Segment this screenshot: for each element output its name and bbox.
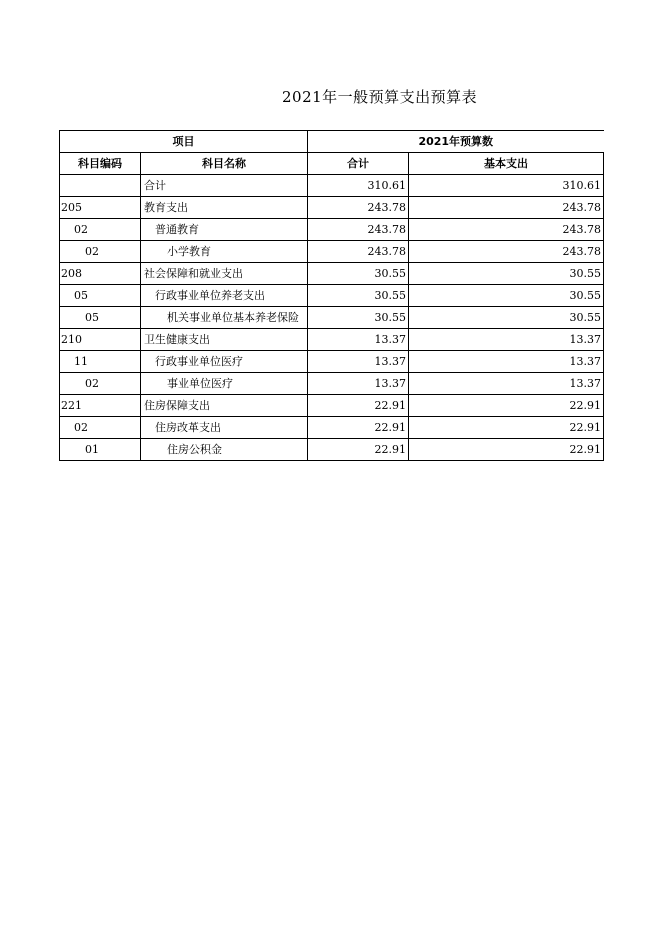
budget-table <box>59 130 604 461</box>
total-value: 13.37 <box>308 373 409 395</box>
basic-value: 22.91 <box>409 395 604 417</box>
header-total: 合计 <box>308 153 409 175</box>
subject-code: 210 <box>60 329 141 351</box>
total-value: 310.61 <box>308 175 409 197</box>
subject-code: 02 <box>60 417 141 439</box>
header-row-group <box>60 131 604 153</box>
basic-value: 22.91 <box>409 417 604 439</box>
basic-value: 13.37 <box>409 373 604 395</box>
subject-name: 普通教育 <box>141 219 308 241</box>
table-row <box>60 417 604 439</box>
basic-value: 22.91 <box>409 439 604 461</box>
subject-name: 合计 <box>141 175 308 197</box>
table-row <box>60 241 604 263</box>
subject-code: 208 <box>60 263 141 285</box>
subject-code: 02 <box>60 373 141 395</box>
basic-value: 30.55 <box>409 307 604 329</box>
subject-name: 行政事业单位养老支出 <box>141 285 308 307</box>
subject-name: 住房公积金 <box>141 439 308 461</box>
table-row <box>60 219 604 241</box>
subject-name: 教育支出 <box>141 197 308 219</box>
header-subject-code: 科目编码 <box>60 153 141 175</box>
basic-value: 310.61 <box>409 175 604 197</box>
subject-code <box>60 175 141 197</box>
subject-code: 05 <box>60 285 141 307</box>
basic-value: 243.78 <box>409 219 604 241</box>
subject-name: 机关事业单位基本养老保险 <box>141 307 308 329</box>
total-value: 22.91 <box>308 439 409 461</box>
table-row <box>60 329 604 351</box>
subject-name: 卫生健康支出 <box>141 329 308 351</box>
total-value: 243.78 <box>308 241 409 263</box>
subject-name: 社会保障和就业支出 <box>141 263 308 285</box>
header-project: 项目 <box>60 131 308 153</box>
table-row <box>60 395 604 417</box>
table-row <box>60 373 604 395</box>
subject-name: 事业单位医疗 <box>141 373 308 395</box>
subject-code: 11 <box>60 351 141 373</box>
basic-value: 13.37 <box>409 329 604 351</box>
subject-name: 住房保障支出 <box>141 395 308 417</box>
page-title: 2021年一般预算支出预算表 <box>282 88 478 106</box>
total-value: 22.91 <box>308 395 409 417</box>
basic-value: 30.55 <box>409 263 604 285</box>
subject-name: 行政事业单位医疗 <box>141 351 308 373</box>
subject-code: 221 <box>60 395 141 417</box>
total-value: 243.78 <box>308 197 409 219</box>
basic-value: 30.55 <box>409 285 604 307</box>
table-row <box>60 197 604 219</box>
table-row <box>60 351 604 373</box>
total-value: 13.37 <box>308 329 409 351</box>
subject-code: 205 <box>60 197 141 219</box>
total-value: 30.55 <box>308 263 409 285</box>
subject-name: 小学教育 <box>141 241 308 263</box>
subject-name: 住房改革支出 <box>141 417 308 439</box>
basic-value: 13.37 <box>409 351 604 373</box>
total-value: 30.55 <box>308 307 409 329</box>
table-row <box>60 285 604 307</box>
total-value: 30.55 <box>308 285 409 307</box>
total-value: 13.37 <box>308 351 409 373</box>
total-value: 22.91 <box>308 417 409 439</box>
table-row <box>60 175 604 197</box>
table-row <box>60 439 604 461</box>
subject-code: 02 <box>60 219 141 241</box>
header-basic-expenditure: 基本支出 <box>409 153 604 175</box>
header-subject-name: 科目名称 <box>141 153 308 175</box>
basic-value: 243.78 <box>409 241 604 263</box>
subject-code: 05 <box>60 307 141 329</box>
table-row <box>60 307 604 329</box>
table-row <box>60 263 604 285</box>
header-row-columns <box>60 153 604 175</box>
total-value: 243.78 <box>308 219 409 241</box>
subject-code: 02 <box>60 241 141 263</box>
subject-code: 01 <box>60 439 141 461</box>
basic-value: 243.78 <box>409 197 604 219</box>
header-budget-year: 2021年预算数 <box>308 131 604 153</box>
